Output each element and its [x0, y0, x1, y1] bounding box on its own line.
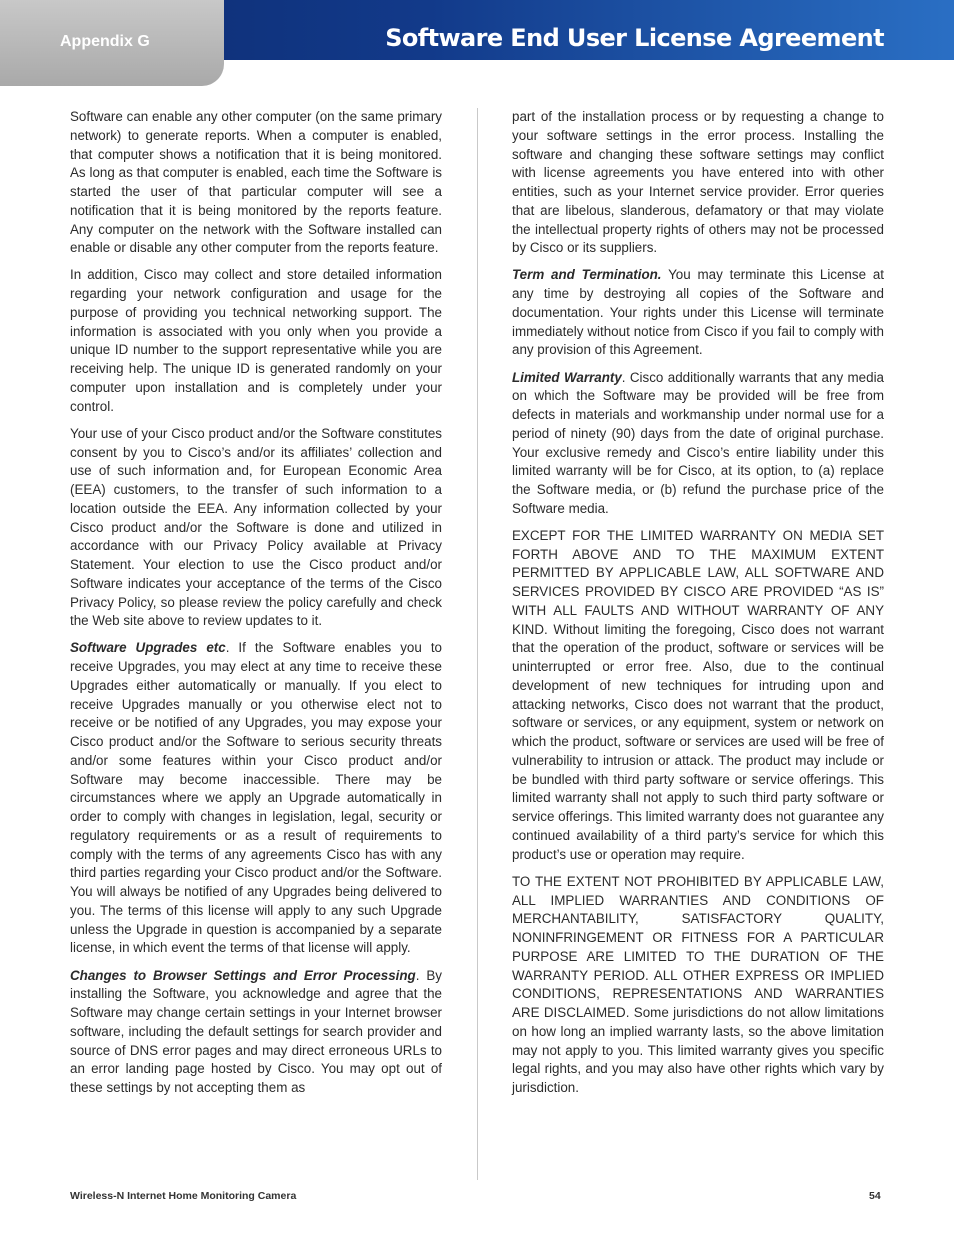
left-column: [70, 108, 442, 1106]
page-title: Software End User License Agreement: [385, 24, 884, 52]
paragraph: Changes to Browser Settings and Error Processing. By installing the Software, you acknowledge and agree that the Software may change certain settings in your Internet browser software, including the default settings for search provider and source of DNS error pages and may direct erroneous URLs to an error landing page hosted by Cisco. You may opt out of these settings by not accepting them as: [70, 967, 442, 1096]
page-number: 54: [869, 1190, 881, 1202]
appendix-tab: [0, 0, 224, 86]
footer-product-name: Wireless-N Internet Home Monitoring Camera: [70, 1190, 297, 1202]
section-lead: Software Upgrades etc: [70, 640, 226, 656]
paragraph: Your use of your Cisco product and/or the Software constitutes consent by you to Cisco’s and/or its affiliates’ collection and use of such information and, for European Economic Area (EEA) customers, to the transfer of such information to a location outside the EEA. Any information collected by your Cisco product and/or the Software is done and utilized in accordance with our Privacy Policy available at Privacy Statement. Your election to use the Cisco product and/or Software indicates your acceptance of the terms of the Cisco Privacy Policy, so please review the policy carefully and check the Web site above to review updates to it.: [70, 425, 442, 629]
paragraph: TO THE EXTENT NOT PROHIBITED BY APPLICABLE LAW, ALL IMPLIED WARRANTIES AND CONDITIONS OF MERCHANTABILITY, SATISFACTORY QUALITY, NONINFRINGEMENT OR FITNESS FOR A PARTICULAR PURPOSE ARE LIMITED TO THE DURATION OF THE WARRANTY PERIOD. ALL OTHER EXPRESS OR IMPLIED CONDITIONS, REPRESENTATIONS AND WARRANTIES ARE DISCLAIMED. Some jurisdictions do not allow limitations on how long an implied warranty lasts, so the above limitation may not apply to you. This limited warranty gives you specific legal rights, and you may also have other rights which vary by jurisdiction.: [512, 873, 884, 1096]
paragraph: In addition, Cisco may collect and store detailed information regarding your network configuration and usage for the purpose of providing you technical networking support. The information is associated with you only when you provide a unique ID number to the support representative while you are receiving help. The unique ID is generated randomly on your computer upon installation and is completely under your control.: [70, 267, 442, 414]
section-lead: Term and Termination.: [512, 267, 662, 283]
paragraph: EXCEPT FOR THE LIMITED WARRANTY ON MEDIA SET FORTH ABOVE AND TO THE MAXIMUM EXTENT PERMITTED BY APPLICABLE LAW, ALL SOFTWARE AND SERVICES PROVIDED BY CISCO ARE PROVIDED “AS IS” WITH ALL FAULTS AND WITHOUT WARRANTY OF ANY KIND. Without limiting the foregoing, Cisco does not warrant that the operation of the product, software or services will be uninterrupted or error free. Also, due to the continual development of new techniques for intruding upon and attacking networks, Cisco does not warrant that the product, software or services, or any equipment, system or network on which the product, software or services are used will be free of vulnerability to intrusion or attack. The product may include or be bundled with third party software or service offerings. This limited warranty shall not apply to such third party software or service offerings. This limited warranty does not guarantee any continued availability of a third party’s service for which this product’s use or operation may require.: [512, 527, 884, 862]
paragraph: Limited Warranty. Cisco additionally warrants that any media on which the Software may be provided will be free from defects in materials and workmanship under normal use for a period of ninety (90) days from the date of original purchase. Your exclusive remedy and Cisco’s entire liability under this limited warranty will be for Cisco, at its option, to (a) replace the Software media, or (b) refund the purchase price of the Software media.: [512, 369, 884, 516]
appendix-label: Appendix G: [60, 33, 150, 50]
section-lead: Changes to Browser Settings and Error Processing: [70, 967, 416, 983]
column-divider: [477, 108, 478, 1180]
paragraph: part of the installation process or by requesting a change to your software settings in the error process. Installing the software and changing these software settings may conflict with license agreements you have entered into with other entities, such as your Internet service provider. Error queries that are libelous, slanderous, defamatory or that may violate the intellectual property rights of others may not be processed by Cisco or its suppliers.: [512, 109, 884, 256]
section-lead: Limited Warranty: [512, 369, 622, 385]
paragraph: Software can enable any other computer (on the same primary network) to generate reports. When a computer is enabled, that computer shows a notification that it is being monitored. As long as that computer is enabled, each time the Software is started the user of that particular computer will see a notification that it is being monitored by the reports feature. Any computer on the network with the Software installed can enable or disable any other computer from the reports feature.: [70, 109, 442, 256]
paragraph: Term and Termination. You may terminate this License at any time by destroying all copies of the Software and documentation. Your rights under this License will terminate immediately without notice from Cisco if you fail to comply with any provision of this Agreement.: [512, 267, 884, 358]
right-column: [512, 108, 884, 1106]
paragraph: Software Upgrades etc. If the Software enables you to receive Upgrades, you may elect at any time to receive these Upgrades either automatically or manually. If you elect to receive Upgrades manually or you otherwise elect not to receive or be notified of any Upgrades, you may expose your Cisco product and/or the Software to serious security threats and/or some features within your Cisco product and/or Software may become inaccessible. There may be circumstances where we apply an Upgrade automatically in order to comply with changes in legislation, legal, security or regulatory requirements or as a result of requirements to comply with the terms of any agreements Cisco has with any third parties regarding your Cisco product and/or the Software. You will always be notified of any Upgrades being delivered to you. The terms of this license will apply to any such Upgrade unless the Upgrade in question is accompanied by a separate license, in which event the terms of that license will apply.: [70, 640, 443, 956]
